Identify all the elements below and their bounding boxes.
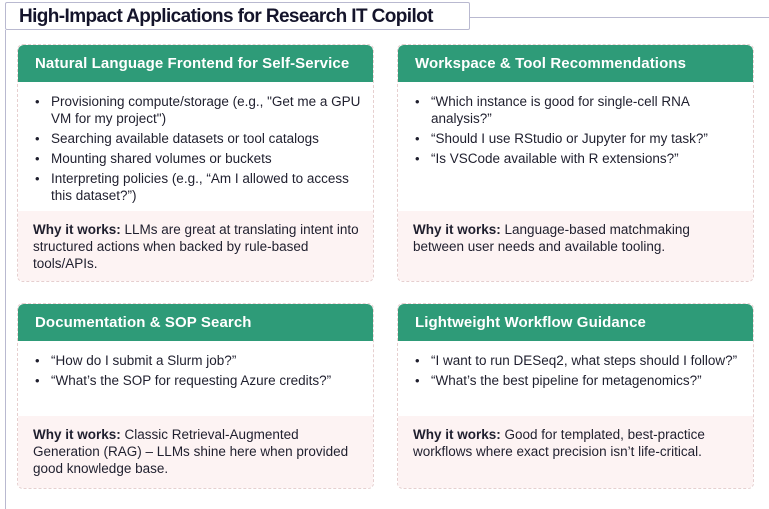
list-item: • Interpreting policies (e.g., “Am I allowed to access this dataset?”) [35,171,349,203]
why-it-works-label: Why it works: [33,222,121,237]
why-it-works-section [18,416,373,488]
why-it-works-label: Why it works: [413,222,501,237]
card-header: Natural Language Frontend for Self-Service [18,45,373,82]
frame-line-left [5,30,6,509]
list-item: • Mounting shared volumes or buckets [35,151,272,166]
list-item: • Provisioning compute/storage (e.g., "Get me a GPU VM for my project") [35,94,361,126]
bullet-icon: • [415,373,420,388]
frame-line-top [470,17,769,18]
card-header: Workspace & Tool Recommendations [398,45,753,82]
bullet-icon: • [35,131,40,146]
list-item: • “Is VSCode available with R extensions?” [415,151,679,166]
why-it-works-section [398,416,753,488]
card-workspace-tool-recommendations [397,44,754,282]
bullet-icon: • [35,151,40,166]
why-it-works-section [398,211,753,281]
card-item-list [398,82,753,167]
title-box [5,2,470,30]
why-it-works-text: Language-based matchmaking between user needs and available tooling. [413,222,690,254]
bullet-icon: • [415,131,420,146]
page-title: High-Impact Applications for Research IT Copilot [19,6,433,27]
bullet-icon: • [35,94,40,109]
card-item-list [18,341,373,389]
card-header: Documentation & SOP Search [18,304,373,341]
card-lightweight-workflow-guidance [397,303,754,489]
card-item-list [398,341,753,389]
list-item: • “How do I submit a Slurm job?” [35,353,237,368]
card-item-list [18,82,373,204]
list-item: • “What’s the best pipeline for metagenomics?” [415,373,702,388]
card-header: Lightweight Workflow Guidance [398,304,753,341]
why-it-works-text: LLMs are great at translating intent into structured actions when backed by rule-based tools/APIs. [33,222,359,271]
bullet-icon: • [35,353,40,368]
bullet-icon: • [35,373,40,388]
list-item: • Searching available datasets or tool catalogs [35,131,319,146]
card-documentation-sop-search [17,303,374,489]
card-natural-language-frontend [17,44,374,282]
why-it-works-text: Good for templated, best-practice workflows where exact precision isn’t life-critical. [413,427,705,459]
bullet-icon: • [35,171,40,186]
bullet-icon: • [415,94,420,109]
why-it-works-text: Classic Retrieval-Augmented Generation (RAG) – LLMs shine here when provided good knowledge base. [33,427,349,476]
bullet-icon: • [415,353,420,368]
why-it-works-label: Why it works: [413,427,501,442]
why-it-works-section [18,211,373,281]
list-item: • “I want to run DESeq2, what steps should I follow?” [415,353,738,368]
list-item: • “Should I use RStudio or Jupyter for my task?” [415,131,708,146]
list-item: • “Which instance is good for single-cell RNA analysis?” [415,94,690,126]
list-item: • “What’s the SOP for requesting Azure credits?” [35,373,332,388]
why-it-works-label: Why it works: [33,427,121,442]
bullet-icon: • [415,151,420,166]
